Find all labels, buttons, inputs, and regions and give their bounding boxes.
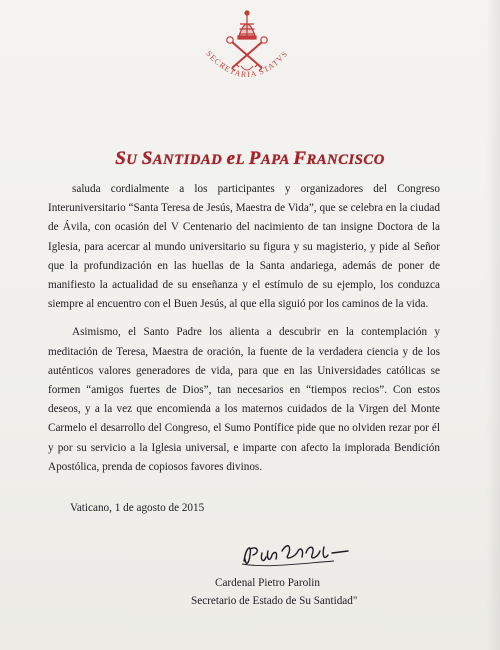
- vatican-secretariat-emblem: [192, 6, 302, 86]
- papal-keys-and-tiara-icon: [227, 11, 267, 71]
- body-paragraph: Asimismo, el Santo Padre los alienta a descubrir en la contemplación y meditación de Teresa, Maestra de oración, la fuente de la verdadera ciencia y de los auténticos valores generadores de vida, para que en las Universidades católicas se formen “amigos fuertes de Dios”, tan necesarios en “tiempos recios”. Con estos deseos, y a la vez que encomienda a los maternos cuidados de la Virgen del Monte Carmelo el desarrollo del Congreso, el Sumo Pontífice pide que no olviden rezar por él y por su servicio a la Iglesia universal, e imparte con afecto la implorada Bendición Apostólica, prenda de copiosos favores divinos.: [48, 326, 440, 473]
- body-paragraph: saluda cordialmente a los participantes y organizadores del Congreso Interuniversitario “Santa Teresa de Jesús, Maestra de Vida”, que se celebra en la ciudad de Ávila, con ocasión del V Centenario del nacimiento de tan insigne Doctora de la Iglesia, para acercar al mundo universitario su figura y su magisterio, y pide al Señor que la profundización en las huellas de la Santa andariega, además de poner de manifiesto la actualidad de su enseñanza y el estímulo de su ejemplo, los conduzca siempre al encuentro con el Buen Jesús, al que ella siguió por los caminos de la vida.: [48, 183, 440, 311]
- date-line: Vaticano, 1 de agosto de 2015: [70, 502, 205, 514]
- signatory-name: Cardenal Pietro Parolin: [215, 577, 321, 589]
- seal-text: SECRETARIA STATVS: [204, 48, 290, 80]
- signatory-title: Secretario de Estado de Su Santidad": [191, 595, 358, 607]
- letter-heading: SU SANTIDAD eL PAPA FRANCISCO: [115, 148, 385, 169]
- letter-body: [48, 180, 440, 477]
- handwritten-signature: [236, 537, 356, 571]
